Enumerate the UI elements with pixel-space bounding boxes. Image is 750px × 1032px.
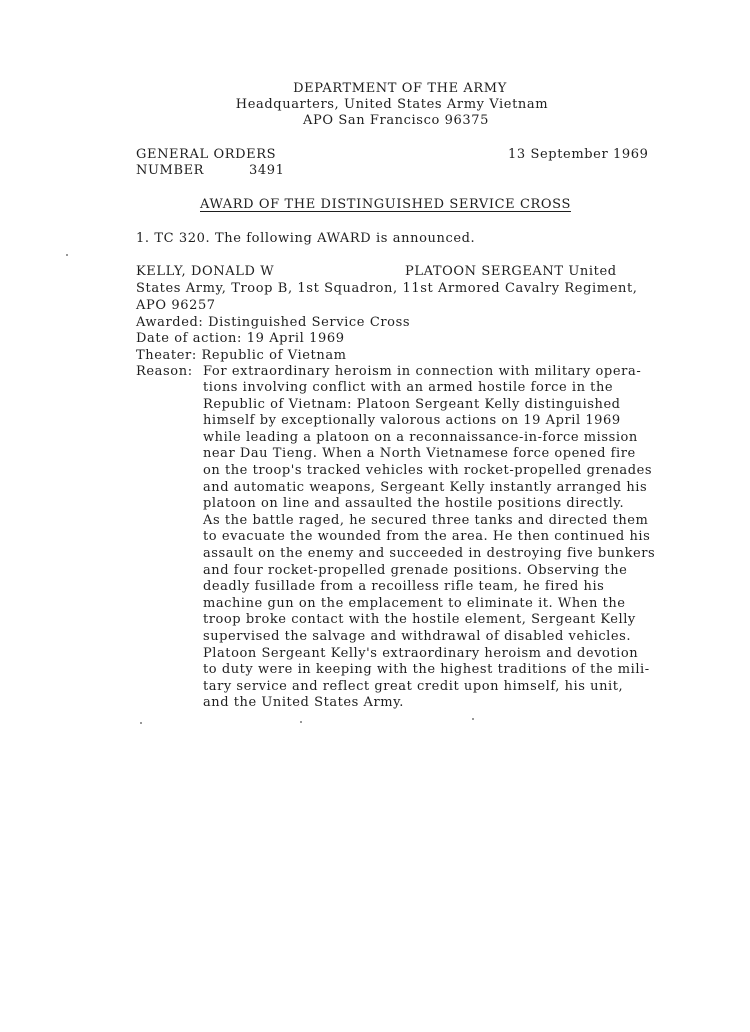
reason-line: deadly fusillade from a recoilless rifle team, he fired his xyxy=(203,579,605,594)
reason-line: near Dau Tieng. When a North Vietnamese force opened fire xyxy=(203,446,636,461)
reason-line: As the battle raged, he secured three tanks and directed them xyxy=(203,513,649,528)
reason-line: while leading a platoon on a reconnaissance-in-force mission xyxy=(203,430,638,445)
reason-line: and four rocket-propelled grenade positions. Observing the xyxy=(203,563,628,578)
header-department: DEPARTMENT OF THE ARMY xyxy=(293,81,507,96)
scan-speck xyxy=(140,722,142,724)
reason-line: to duty were in keeping with the highest traditions of the mili- xyxy=(203,662,650,677)
reason-line: to evacuate the wounded from the area. He then continued his xyxy=(203,529,651,544)
general-orders-label: GENERAL ORDERS xyxy=(136,147,277,162)
reason-line: platoon on line and assaulted the hostile positions directly. xyxy=(203,496,625,511)
reason-line: troop broke contact with the hostile element, Sergeant Kelly xyxy=(203,612,636,627)
scan-speck xyxy=(66,254,68,256)
reason-line: assault on the enemy and succeeded in destroying five bunkers xyxy=(203,546,656,561)
reason-label: Reason: xyxy=(136,364,193,379)
recipient-name: KELLY, DONALD W xyxy=(136,264,275,279)
header-headquarters: Headquarters, United States Army Vietnam xyxy=(235,97,549,112)
reason-line: on the troop's tracked vehicles with rocket-propelled grenades xyxy=(203,463,653,478)
reason-line: tions involving conflict with an armed hostile force in the xyxy=(203,380,614,395)
scan-speck xyxy=(472,718,474,720)
reason-line: Platoon Sergeant Kelly's extraordinary heroism and devotion xyxy=(203,646,639,661)
item-one: 1. TC 320. The following AWARD is announced. xyxy=(136,231,476,246)
reason-line: supervised the salvage and withdrawal of disabled vehicles. xyxy=(203,629,632,644)
orders-date: 13 September 1969 xyxy=(508,147,649,162)
number-value: 3491 xyxy=(249,163,285,178)
theater-field: Theater: Republic of Vietnam xyxy=(136,348,347,363)
reason-first-line: For extraordinary heroism in connection with military opera- xyxy=(203,364,642,379)
number-label: NUMBER xyxy=(136,163,205,178)
recipient-unit: States Army, Troop B, 1st Squadron, 11st Armored Cavalry Regiment, xyxy=(136,281,638,296)
reason-line: and the United States Army. xyxy=(203,695,404,710)
reason-line: machine gun on the emplacement to eliminate it. When the xyxy=(203,596,626,611)
recipient-rank: PLATOON SERGEANT United xyxy=(405,264,617,279)
date-of-action-field: Date of action: 19 April 1969 xyxy=(136,331,345,346)
reason-line: Republic of Vietnam: Platoon Sergeant Kelly distinguished xyxy=(203,397,621,412)
award-title: AWARD OF THE DISTINGUISHED SERVICE CROSS xyxy=(200,197,571,212)
scan-speck xyxy=(300,721,302,723)
reason-line: tary service and reflect great credit upon himself, his unit, xyxy=(203,679,624,694)
reason-line: himself by exceptionally valorous actions on 19 April 1969 xyxy=(203,413,621,428)
reason-line: and automatic weapons, Sergeant Kelly instantly arranged his xyxy=(203,480,648,495)
awarded-field: Awarded: Distinguished Service Cross xyxy=(136,315,411,330)
header-apo: APO San Francisco 96375 xyxy=(303,113,489,128)
recipient-apo: APO 96257 xyxy=(136,298,216,313)
